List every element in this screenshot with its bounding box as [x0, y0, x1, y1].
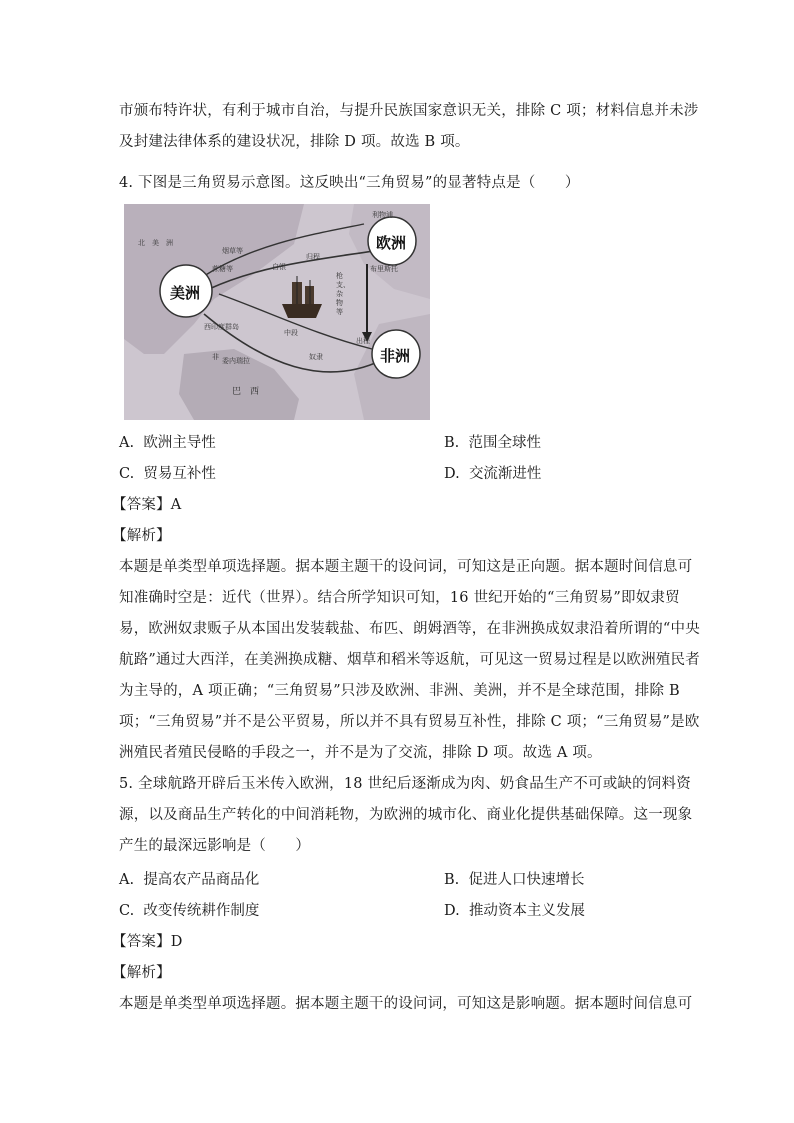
q5-stem-line-3: 产生的最深远影响是（ ）: [119, 838, 311, 854]
intro-line-1: 市颁布特许状，有利于城市自治，与提升民族国家意识无关，排除 C 项；材料信息并未涉: [119, 103, 699, 119]
q4-analysis-line-4: 航路”通过大西洋，在美洲换成糖、烟草和稻米等返航，可见这一贸易过程是以欧洲殖民者: [119, 652, 700, 668]
q5-option-c: C. 改变传统耕作制度: [119, 903, 260, 919]
map-outbound: 出程: [356, 337, 370, 345]
q4-option-d: D. 交流渐进性: [444, 466, 542, 482]
map-silver: 白银: [272, 263, 286, 271]
map-middle-passage: 中段: [284, 329, 298, 337]
map-tobacco: 烟草等: [222, 247, 243, 255]
map-north-america: 北 美 洲: [138, 239, 173, 247]
q5-option-a: A. 提高农产品商品化: [119, 872, 260, 888]
map-bristol: 布里斯托: [370, 265, 398, 273]
map-sugar: 蔗糖等: [212, 265, 233, 273]
map-feizhou-small: 非: [212, 353, 219, 361]
map-west-indies: 西印度群岛: [204, 323, 239, 331]
map-return: 归程: [306, 253, 320, 261]
q5-analysis-title: 【解析】: [112, 965, 171, 981]
triangle-trade-map: [124, 204, 430, 420]
map-brazil: 巴 西: [232, 387, 260, 397]
q4-option-c: C. 贸易互补性: [119, 466, 216, 482]
ship-icon: [282, 276, 322, 318]
q4-answer: 【答案】A: [112, 497, 182, 513]
q4-analysis-line-3: 易，欧洲奴隶贩子从本国出发装载盐、布匹、朗姆酒等，在非洲换成奴隶沿着所谓的“中央: [119, 621, 700, 637]
q4-analysis-line-1: 本题是单类型单项选择题。据本题主题干的设问词，可知这是正向题。据本题时间信息可: [119, 559, 693, 575]
map-liverpool: 利物浦: [372, 211, 393, 219]
map-africa: 非洲: [380, 347, 411, 365]
q5-analysis-line-1: 本题是单类型单项选择题。据本题主题干的设问词，可知这是影响题。据本题时间信息可: [119, 996, 693, 1012]
q4-analysis-line-6: 项；“三角贸易”并不是公平贸易，所以并不具有贸易互补性，排除 C 项；“三角贸易”是欧: [119, 714, 700, 730]
map-venezuela: 委内瑞拉: [222, 357, 250, 365]
q4-option-a: A. 欧洲主导性: [119, 435, 216, 451]
q4-stem: 4. 下图是三角贸易示意图。这反映出“三角贸易”的显著特点是（ ）: [119, 175, 580, 191]
q4-analysis-line-2: 知准确时空是：近代（世界）。结合所学知识可知，16 世纪开始的“三角贸易”即奴隶贸: [119, 590, 680, 606]
q5-stem-line-2: 源，以及商品生产转化的中间消耗物，为欧洲的城市化、商业化提供基础保障。这一现象: [119, 807, 693, 823]
intro-line-2: 及封建法律体系的建设状况，排除 D 项。故选 B 项。: [119, 134, 470, 150]
q4-option-b: B. 范围全球性: [444, 435, 541, 451]
map-america: 美洲: [170, 284, 201, 302]
map-slaves: 奴隶: [309, 353, 323, 361]
map-europe: 欧洲: [376, 234, 407, 252]
q5-stem-line-1: 5. 全球航路开辟后玉米传入欧洲，18 世纪后逐渐成为肉、奶食品生产不可或缺的饲料资: [119, 776, 691, 792]
map-guns-goods: 枪支、杂物等: [336, 272, 350, 316]
q4-analysis-line-7: 洲殖民者殖民侵略的手段之一，并不是为了交流，排除 D 项。故选 A 项。: [119, 745, 602, 761]
q5-option-b: B. 促进人口快速增长: [444, 872, 585, 888]
q5-option-d: D. 推动资本主义发展: [444, 903, 585, 919]
q5-answer: 【答案】D: [112, 934, 183, 950]
q4-analysis-title: 【解析】: [112, 528, 171, 544]
q4-analysis-line-5: 为主导的，A 项正确；“三角贸易”只涉及欧洲、非洲、美洲，并不是全球范围，排除 B: [119, 683, 680, 699]
